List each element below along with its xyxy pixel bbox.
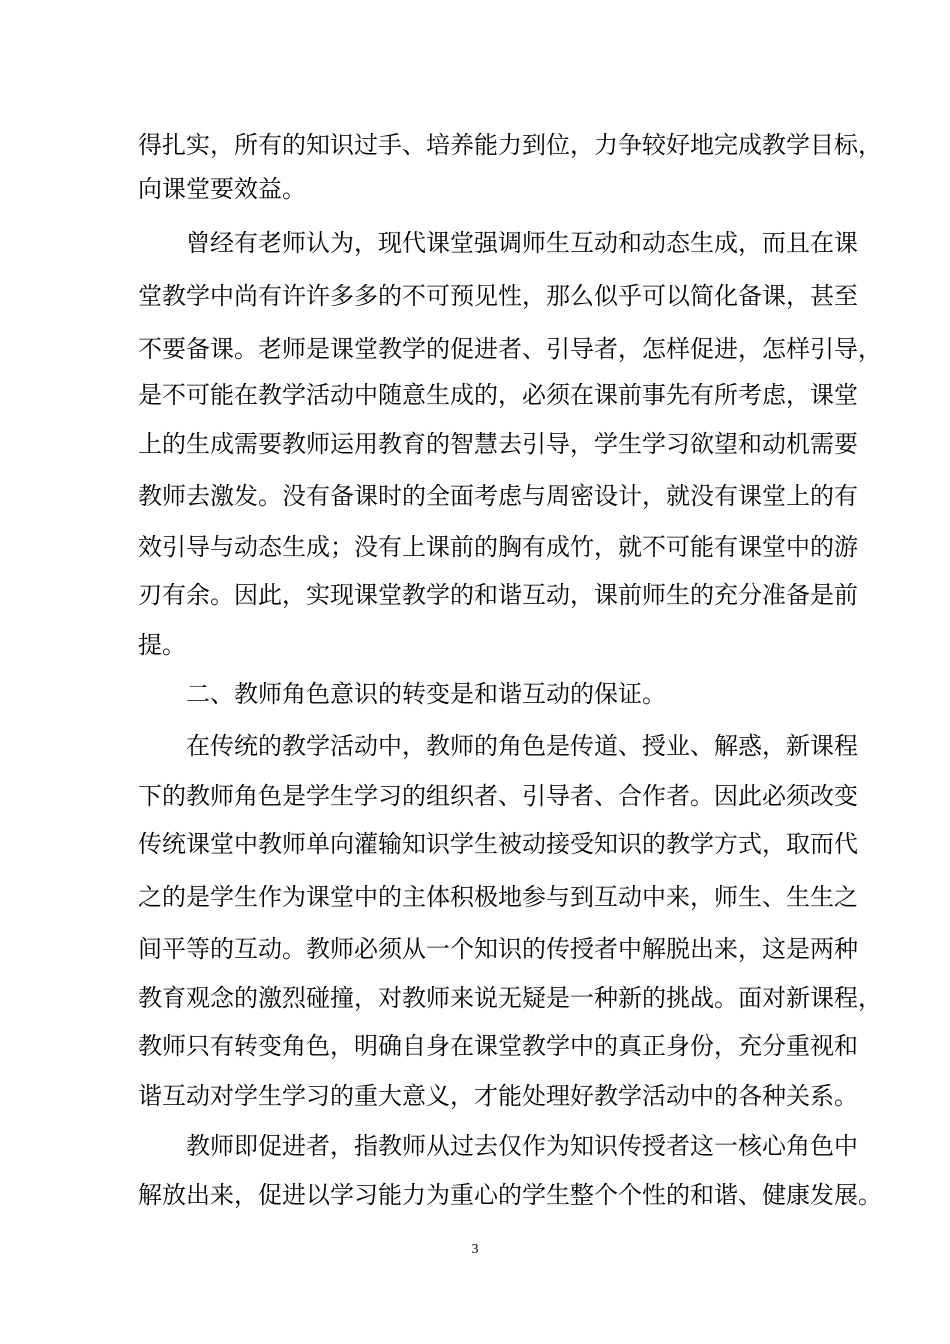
text-line: 间平等的互动。教师必须从一个知识的传授者中解脱出来，这是两种	[138, 935, 858, 963]
text-line: 向课堂要效益。	[138, 175, 306, 203]
paragraph-first-line: 教师即促进者，指教师从过去仅作为知识传授者这一核心角色中	[186, 1132, 858, 1160]
text-line: 教师只有转变角色，明确自身在课堂教学中的真正身份，充分重视和	[138, 1032, 858, 1060]
text-line: 传统课堂中教师单向灌输知识学生被动接受知识的教学方式，取而代	[138, 830, 858, 858]
text-line: 上的生成需要教师运用教育的智慧去引导，学生学习欲望和动机需要	[138, 430, 858, 458]
text-line: 解放出来，促进以学习能力为重心的学生整个个性的和谐、健康发展。	[138, 1181, 882, 1209]
page-number: 3	[471, 1242, 479, 1257]
text-line: 不要备课。老师是课堂教学的促进者、引导者，怎样促进，怎样引导，	[138, 335, 882, 363]
text-line: 效引导与动态生成；没有上课前的胸有成竹，就不可能有课堂中的游	[138, 533, 858, 561]
paragraph-first-line: 在传统的教学活动中，教师的角色是传道、授业、解惑，新课程	[186, 732, 858, 760]
text-line: 堂教学中尚有许许多多的不可预见性，那么似乎可以简化备课，甚至	[138, 282, 858, 310]
text-line: 提。	[138, 631, 186, 659]
paragraph-first-line: 曾经有老师认为，现代课堂强调师生互动和动态生成，而且在课	[186, 229, 858, 257]
text-line: 下的教师角色是学生学习的组织者、引导者、合作者。因此必须改变	[138, 782, 858, 810]
text-line: 刃有余。因此，实现课堂教学的和谐互动，课前师生的充分准备是前	[138, 581, 858, 609]
section-heading: 二、教师角色意识的转变是和谐互动的保证。	[186, 680, 666, 708]
text-line: 教育观念的激烈碰撞，对教师来说无疑是一种新的挑战。面对新课程，	[138, 984, 882, 1012]
text-line: 谐互动对学生学习的重大意义，才能处理好教学活动中的各种关系。	[138, 1082, 858, 1110]
text-line: 之的是学生作为课堂中的主体积极地参与到互动中来，师生、生生之	[138, 883, 858, 911]
text-line: 得扎实，所有的知识过手、培养能力到位，力争较好地完成教学目标，	[138, 131, 882, 159]
text-line: 是不可能在教学活动中随意生成的，必须在课前事先有所考虑，课堂	[138, 381, 858, 409]
text-line: 教师去激发。没有备课时的全面考虑与周密设计，就没有课堂上的有	[138, 482, 858, 510]
